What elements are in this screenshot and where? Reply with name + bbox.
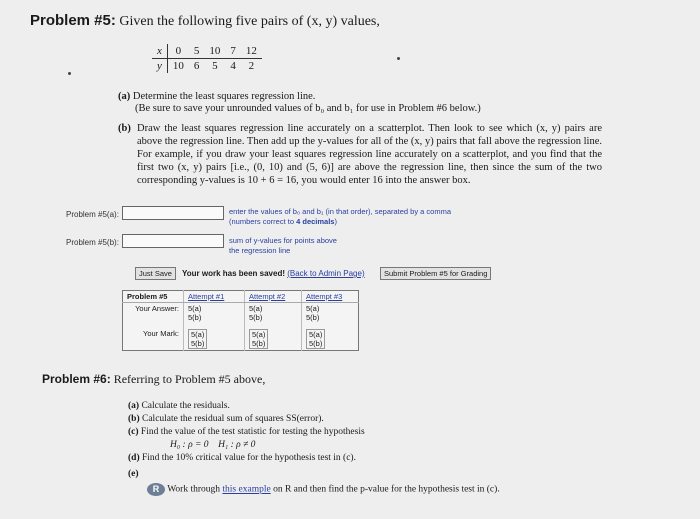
answer-a-label: Problem #5(a): xyxy=(66,210,119,219)
r-logo-icon: R xyxy=(147,483,165,496)
part-b-label: (b) xyxy=(118,123,131,134)
y-value: 2 xyxy=(248,60,255,72)
part-a-label: (a) xyxy=(118,91,131,102)
xy-table-wrap xyxy=(152,44,262,73)
x-value: 12 xyxy=(241,44,262,59)
p6-part-d: (d) Find the 10% critical value for the hypothesis test in (c). xyxy=(128,453,356,463)
your-mark-label: Your Mark: xyxy=(123,323,184,351)
p6-part-a: (a) Calculate the residuals. xyxy=(128,401,230,411)
x-row xyxy=(152,44,262,59)
back-to-admin-link[interactable]: (Back to Admin Page) xyxy=(287,269,365,278)
attempt1-link[interactable]: Attempt #1 xyxy=(188,292,225,301)
p6-part-c: (c) Find the value of the test statistic for testing the hypothesis xyxy=(128,427,365,437)
xy-table xyxy=(152,44,262,73)
your-answer-row: Your Answer: 5(a) 5(b) 5(a) 5(b) 5(a) 5(b) xyxy=(123,303,359,324)
problem6-lead: Problem #6: xyxy=(42,372,111,386)
problem5-lead: Problem #5: xyxy=(30,12,116,29)
x-value: 5 xyxy=(189,44,205,59)
y-value: 10 xyxy=(172,60,184,72)
problem5-heading xyxy=(30,12,380,30)
x-label: x xyxy=(152,44,167,59)
mark-cell: 5(a) 5(b) xyxy=(306,329,325,349)
just-save-button[interactable]: Just Save xyxy=(135,267,176,280)
attempts-problem-header: Problem #5 xyxy=(123,291,184,303)
attempts-header-row xyxy=(123,291,359,303)
attempts-table-wrap xyxy=(122,290,359,351)
attempt3-link[interactable]: Attempt #3 xyxy=(306,292,343,301)
stray-dot xyxy=(397,57,400,60)
attempt2-link[interactable]: Attempt #2 xyxy=(249,292,286,301)
x-value: 0 xyxy=(167,44,189,59)
submit-button[interactable]: Submit Problem #5 for Grading xyxy=(380,267,491,280)
answer-a-input[interactable] xyxy=(122,206,224,220)
p6-hypotheses: H₀ : ρ = 0 H₁ : ρ ≠ 0 xyxy=(170,440,256,450)
your-answer-label: Your Answer: xyxy=(123,303,184,324)
your-mark-row xyxy=(123,323,359,351)
attempts-table xyxy=(122,290,359,351)
this-example-link[interactable]: this example xyxy=(222,484,271,495)
problem6-title: Referring to Problem #5 above, xyxy=(113,372,266,386)
p6-part-e: (e) xyxy=(128,469,139,479)
x-value: 7 xyxy=(225,44,241,59)
part-b-text: Draw the least squares regression line accurately on a scatterplot. Then look to see which (x, y) pairs are above the regression line. Then add up the y-values for all of the (x, y) pairs that fall above the regression line. For example, if you draw your least squares regression line accurately on a scatterplot, and you find that the first two (x, y) pairs [i.e., (0, 10) and (5, 6)] are above the regression line, then since the sum of the two corresponding y-values is 10 + 6 = 16, you would enter 16 into the answer box. xyxy=(137,123,602,186)
mark-cell: 5(a) 5(b) xyxy=(249,329,268,349)
y-value: 6 xyxy=(193,60,200,72)
p6-part-e-line: R Work through this example on R and then find the p-value for the hypothesis test in (c). xyxy=(147,483,567,497)
problem6-parts xyxy=(128,400,548,481)
problem5-title: Given the following five pairs of (x, y) values, xyxy=(119,14,380,29)
y-label: y xyxy=(152,59,167,74)
y-row xyxy=(152,59,262,74)
stray-dot xyxy=(68,72,71,75)
part-a-text: Determine the least squares regression line. xyxy=(132,91,316,102)
answer-b-hint: sum of y-values for points above the regression line xyxy=(229,236,337,255)
answer-b-label: Problem #5(b): xyxy=(66,238,119,247)
p6-part-b: (b) Calculate the residual sum of squares SS(error). xyxy=(128,414,324,424)
x-value: 10 xyxy=(204,44,225,59)
part-a-note: (Be sure to save your unrounded values of b₀ and b₁ for use in Problem #6 below.) xyxy=(135,103,481,114)
answer-a-hint: enter the values of b₀ and b₁ (in that order), separated by a comma (numbers correct to 4 decimals) xyxy=(229,207,452,226)
y-value: 5 xyxy=(212,60,218,72)
mark-cell: 5(a) 5(b) xyxy=(188,329,207,349)
y-value: 4 xyxy=(230,60,236,72)
saved-message: Your work has been saved! (Back to Admin Page) xyxy=(182,269,365,278)
answer-b-input[interactable] xyxy=(122,234,224,248)
problem6-heading xyxy=(42,372,265,387)
